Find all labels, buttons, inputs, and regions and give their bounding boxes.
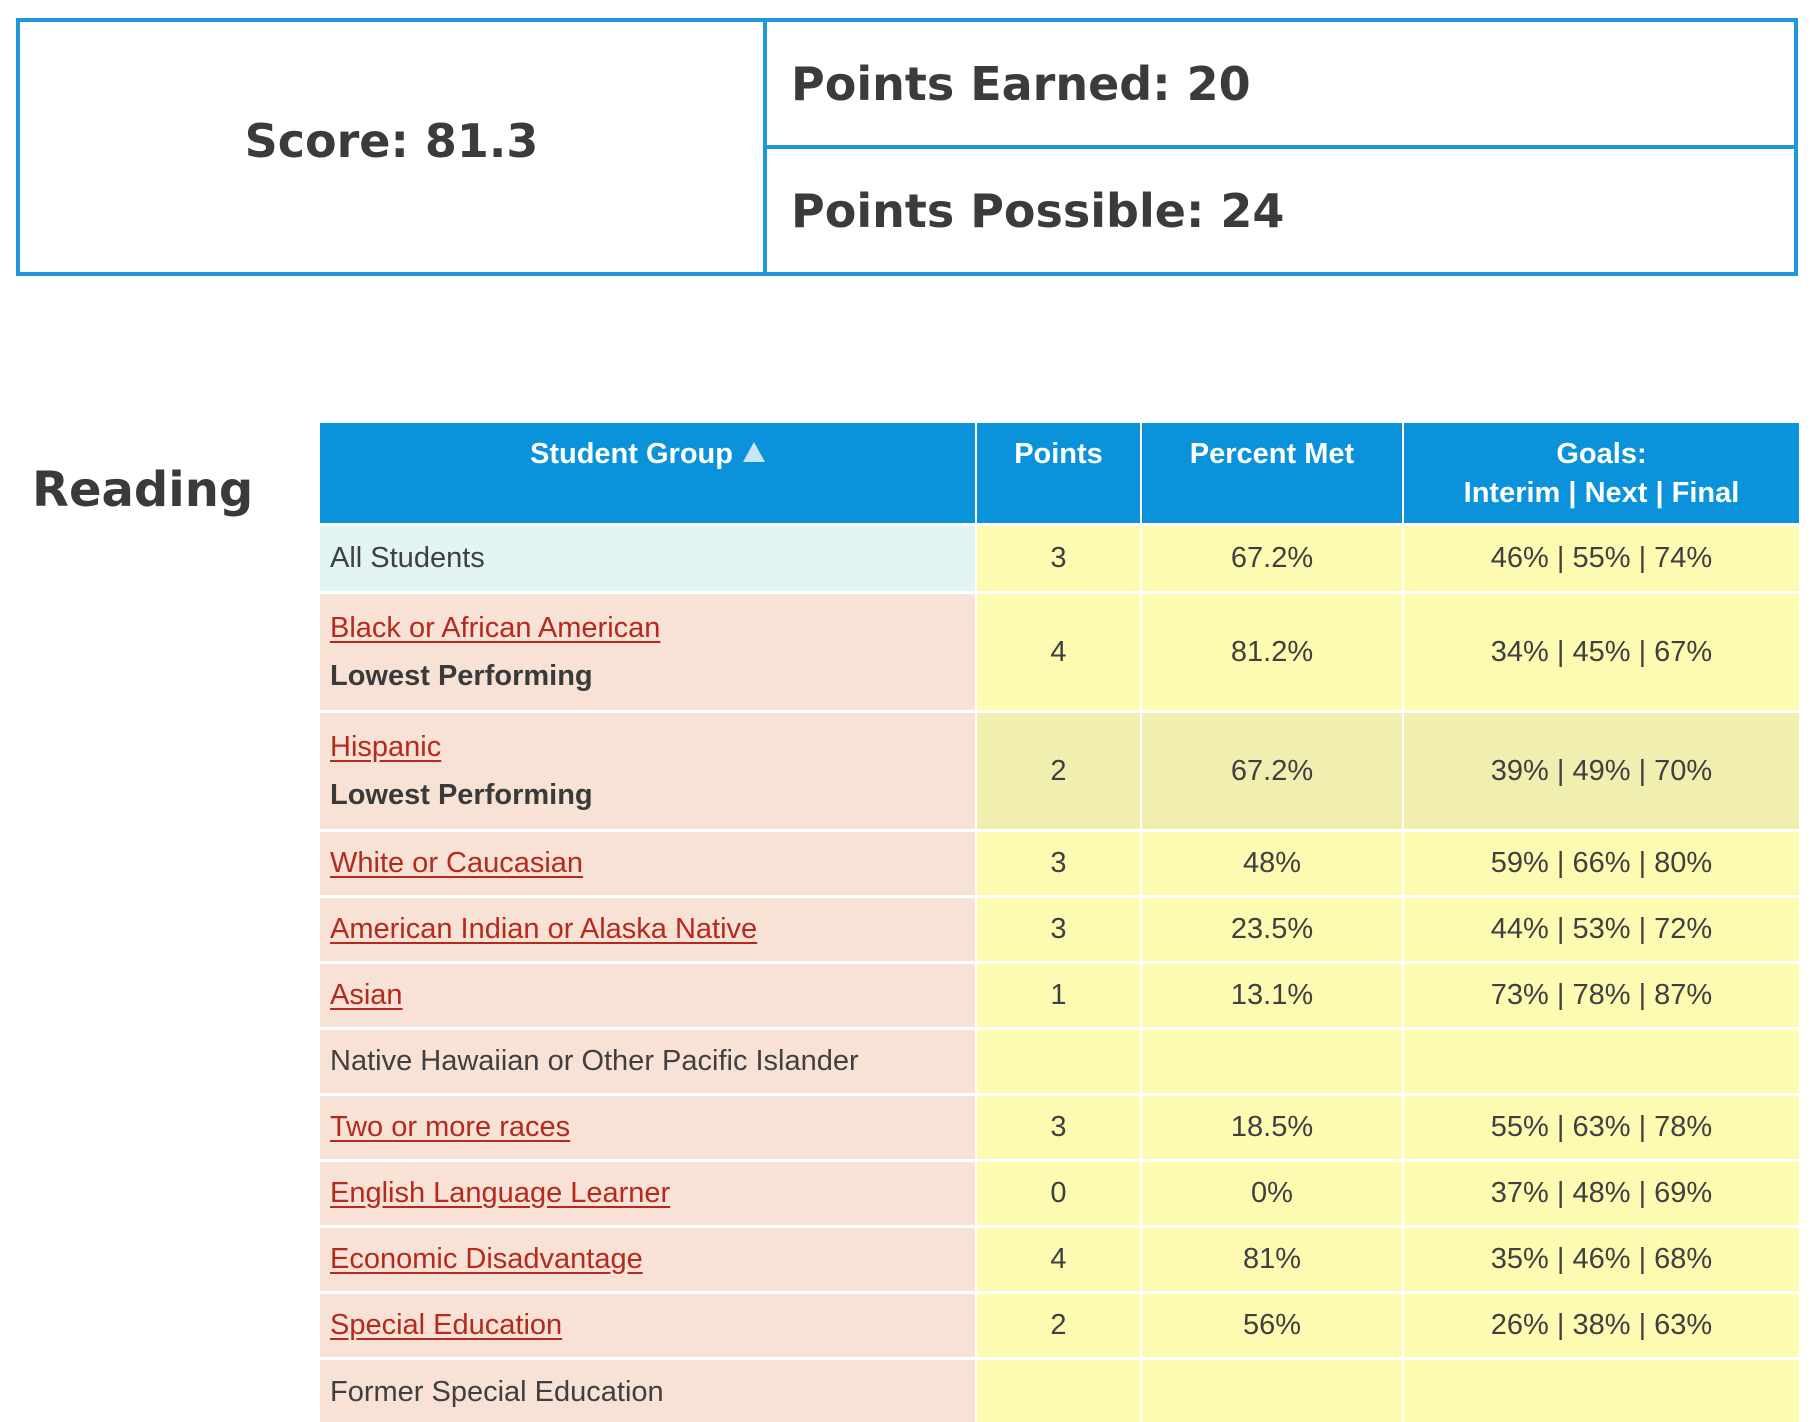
percent-met-cell: 23.5% <box>1141 896 1403 962</box>
student-group-cell <box>320 592 976 711</box>
points-possible: Points Possible: 24 <box>767 145 1794 272</box>
header-student-group[interactable] <box>320 423 976 524</box>
header-student-group-label: Student Group <box>530 438 733 470</box>
student-group-cell <box>320 1160 976 1226</box>
goals-cell <box>1403 1358 1799 1422</box>
table-row <box>320 1226 1799 1292</box>
points-cell: 4 <box>976 1226 1141 1292</box>
student-group-label: Native Hawaiian or Other Pacific Islander <box>330 1045 859 1077</box>
score-cell <box>20 22 767 272</box>
goals-cell: 46% | 55% | 74% <box>1403 524 1799 592</box>
points-cell: 3 <box>976 524 1141 592</box>
percent-met-cell: 81.2% <box>1141 592 1403 711</box>
percent-met-cell <box>1141 1358 1403 1422</box>
table-row <box>320 1358 1799 1422</box>
section-title: Reading <box>32 462 254 518</box>
table-row <box>320 1094 1799 1160</box>
goals-cell: 37% | 48% | 69% <box>1403 1160 1799 1226</box>
student-group-cell <box>320 1226 976 1292</box>
header-percent-met[interactable]: Percent Met <box>1141 423 1403 524</box>
header-goals-title: Goals: <box>1556 438 1647 470</box>
score-summary <box>16 18 1798 276</box>
lowest-performing-note: Lowest Performing <box>330 778 593 811</box>
student-group-label: Former Special Education <box>330 1375 664 1408</box>
goals-cell: 73% | 78% | 87% <box>1403 962 1799 1028</box>
points-cell: 3 <box>976 1094 1141 1160</box>
points-cell: 2 <box>976 711 1141 830</box>
student-group-cell <box>320 1358 976 1422</box>
points-earned: Points Earned: 20 <box>791 56 1251 111</box>
table-row <box>320 592 1799 711</box>
header-goals-subtitle: Interim | Next | Final <box>1463 477 1740 509</box>
table-row <box>320 1028 1799 1094</box>
student-group-cell <box>320 1028 976 1094</box>
points-cell: 1 <box>976 962 1141 1028</box>
student-group-label: All Students <box>330 542 485 574</box>
percent-met-cell: 67.2% <box>1141 524 1403 592</box>
table-header-row <box>320 423 1799 524</box>
goals-cell: 55% | 63% | 78% <box>1403 1094 1799 1160</box>
table-row <box>320 962 1799 1028</box>
table-row <box>320 1160 1799 1226</box>
student-group-link[interactable]: American Indian or Alaska Native <box>330 913 758 945</box>
student-group-link[interactable]: Special Education <box>330 1309 563 1341</box>
percent-met-cell: 67.2% <box>1141 711 1403 830</box>
table-row <box>320 711 1799 830</box>
student-group-table <box>320 423 1799 1422</box>
points-cell: 3 <box>976 896 1141 962</box>
goals-cell: 35% | 46% | 68% <box>1403 1226 1799 1292</box>
percent-met-cell: 13.1% <box>1141 962 1403 1028</box>
student-group-link[interactable]: Black or African American <box>330 611 661 644</box>
student-group-link[interactable]: Asian <box>330 979 403 1011</box>
points-cell: 3 <box>976 830 1141 896</box>
table-row <box>320 1292 1799 1358</box>
student-group-cell <box>320 1094 976 1160</box>
student-group-cell <box>320 1292 976 1358</box>
student-group-link[interactable]: Economic Disadvantage <box>330 1243 643 1275</box>
percent-met-cell: 48% <box>1141 830 1403 896</box>
points-cell <box>976 1028 1141 1094</box>
goals-cell: 39% | 49% | 70% <box>1403 711 1799 830</box>
header-goals[interactable] <box>1403 423 1799 524</box>
points-cell: 0 <box>976 1160 1141 1226</box>
header-points[interactable]: Points <box>976 423 1141 524</box>
student-group-link[interactable]: White or Caucasian <box>330 847 584 879</box>
percent-met-cell: 18.5% <box>1141 1094 1403 1160</box>
percent-met-cell: 56% <box>1141 1292 1403 1358</box>
goals-cell: 44% | 53% | 72% <box>1403 896 1799 962</box>
student-group-cell <box>320 962 976 1028</box>
goals-cell <box>1403 1028 1799 1094</box>
goals-cell: 34% | 45% | 67% <box>1403 592 1799 711</box>
score-value: Score: 81.3 <box>244 114 539 168</box>
points-cell: 2 <box>976 1292 1141 1358</box>
student-group-cell <box>320 711 976 830</box>
sort-ascending-icon[interactable] <box>743 442 765 462</box>
table-row <box>320 830 1799 896</box>
percent-met-cell: 0% <box>1141 1160 1403 1226</box>
student-group-link[interactable]: Two or more races <box>330 1111 571 1143</box>
student-group-link[interactable]: Hispanic <box>330 730 442 763</box>
table-row <box>320 896 1799 962</box>
student-group-link[interactable]: English Language Learner <box>330 1177 671 1209</box>
lowest-performing-note: Lowest Performing <box>330 659 593 692</box>
percent-met-cell <box>1141 1028 1403 1094</box>
points-cell: 4 <box>976 592 1141 711</box>
goals-cell: 59% | 66% | 80% <box>1403 830 1799 896</box>
table-row <box>320 524 1799 592</box>
student-group-cell <box>320 896 976 962</box>
student-group-cell <box>320 830 976 896</box>
student-group-cell <box>320 524 976 592</box>
percent-met-cell: 81% <box>1141 1226 1403 1292</box>
points-cell <box>976 1358 1141 1422</box>
points-panel <box>767 22 1794 272</box>
goals-cell: 26% | 38% | 63% <box>1403 1292 1799 1358</box>
